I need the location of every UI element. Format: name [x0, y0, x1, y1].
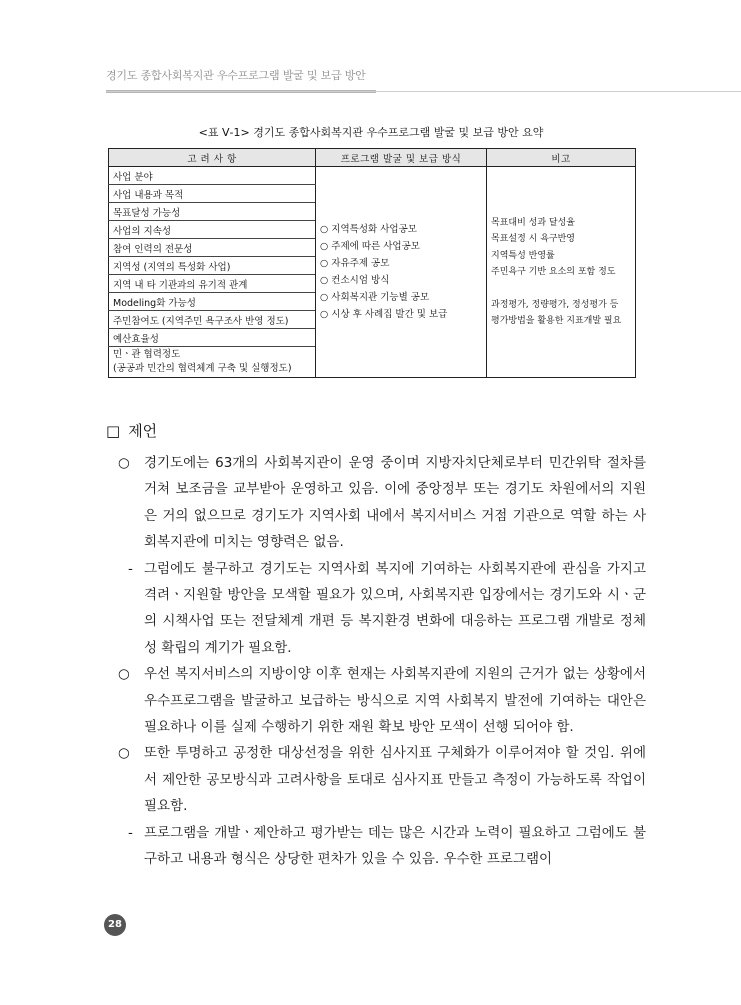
paragraph — [106, 820, 646, 873]
column-header: 비고 — [487, 149, 636, 167]
note-item: 과정평가, 정량평가, 정성평가 등 — [491, 299, 619, 310]
note-item: 평가방법을 활용한 지표개발 필요 — [491, 316, 622, 326]
method-item: ○ 지역특성화 사업공모 — [320, 224, 417, 235]
paragraph — [106, 661, 646, 740]
consideration-cell: 사업의 지속성 — [109, 221, 316, 239]
square-bullet-icon: □ — [106, 422, 121, 440]
paragraph — [106, 556, 646, 662]
consideration-line: (공공과 민간의 협력체계 구축 및 실행정도) — [113, 363, 292, 374]
consideration-cell: 지역 내 타 기관과의 유기적 관계 — [109, 275, 316, 293]
consideration-cell: 예산효율성 — [109, 329, 316, 347]
paragraph-text: 또한 투명하고 공정한 대상선정을 위한 심사지표 구체화가 이루어져야 할 것임. 위에서 제안한 공모방식과 고려사항을 토대로 심사지표 만들고 측정이 가능하도록 작업이 필요함. — [144, 745, 646, 815]
methods-cell — [316, 167, 487, 378]
consideration-cell: Modeling화 가능성 — [109, 293, 316, 311]
header-rule — [106, 91, 741, 92]
consideration-cell — [109, 347, 316, 378]
paragraph-text: 우선 복지서비스의 지방이양 이후 현재는 사회복지관에 지원의 근거가 없는 상황에서 우수프로그램을 발굴하고 보급하는 방식으로 지역 사회복지 발전에 기여하는 대안은 필요하나 이를 실제 수행하기 위한 재원 확보 방안 모색이 선행 되어야 함. — [144, 666, 646, 736]
table-caption: <표 Ⅴ-1> 경기도 종합사회복지관 우수프로그램 발굴 및 보급 방안 요약 — [198, 126, 544, 139]
running-header: 경기도 종합사회복지관 우수프로그램 발굴 및 보급 방안 — [106, 69, 366, 82]
paragraph — [106, 450, 646, 556]
note-item: 목표설정 시 욕구반영 — [491, 234, 575, 244]
table-header-row — [109, 149, 636, 167]
circle-bullet-icon: ○ — [118, 666, 130, 683]
consideration-cell: 사업 분야 — [109, 167, 316, 185]
consideration-line: 민ㆍ관 협력정도 — [113, 349, 181, 360]
method-item: ○ 주제에 따른 사업공모 — [320, 241, 420, 252]
notes-cell — [487, 167, 636, 378]
consideration-cell: 주민참여도 (지역주민 욕구조사 반영 정도) — [109, 311, 316, 329]
consideration-cell: 사업 내용과 목적 — [109, 185, 316, 203]
section-title: 제언 — [128, 422, 158, 440]
paragraph-text: 그럼에도 불구하고 경기도는 지역사회 복지에 기여하는 사회복지관에 관심을 가지고 격려ㆍ지원할 방안을 모색할 필요가 있으며, 사회복지관 입장에서는 경기도와 시ㆍ군의 시책사업 또는 전달체계 개편 등 복지환경 변화에 대응하는 프로그램 개발로 정체성 확립의 계기가 필요함. — [144, 560, 646, 656]
note-item: 목표대비 성과 달성율 — [491, 217, 575, 228]
consideration-cell: 참여 인력의 전문성 — [109, 239, 316, 257]
method-item: ○ 컨소시엄 방식 — [320, 275, 390, 286]
section-heading — [106, 420, 157, 441]
dash-bullet-icon: - — [128, 824, 133, 841]
column-header: 프로그램 발굴 및 보급 방식 — [316, 149, 487, 167]
body-text — [106, 450, 646, 873]
paragraph-text: 경기도에는 63개의 사회복지관이 운영 중이며 지방자치단체로부터 민간위탁 절차를 거쳐 보조금을 교부받아 운영하고 있음. 이에 중앙정부 또는 경기도 차원에서의 지원은 거의 없으므로 경기도가 지역사회 내에서 복지서비스 거점 기관으로 역할 하는 사회복지관에 미치는 영향력은 없음. — [144, 455, 646, 551]
paragraph — [106, 740, 646, 819]
dash-bullet-icon: - — [128, 560, 133, 577]
note-item: 주민욕구 기반 요소의 포함 정도 — [491, 267, 616, 277]
consideration-cell: 지역성 (지역의 특성화 사업) — [109, 257, 316, 275]
note-item: 지역특성 반영률 — [491, 250, 555, 261]
circle-bullet-icon: ○ — [118, 455, 130, 471]
method-item: ○ 자유주제 공모 — [320, 258, 390, 269]
column-header: 고 려 사 항 — [109, 149, 316, 167]
circle-bullet-icon: ○ — [118, 745, 130, 762]
summary-table — [108, 148, 636, 378]
page-number-badge: 28 — [104, 914, 126, 936]
consideration-cell: 목표달성 가능성 — [109, 203, 316, 221]
paragraph-text: 프로그램을 개발ㆍ제안하고 평가받는 데는 많은 시간과 노력이 필요하고 그럼에도 불구하고 내용과 형식은 상당한 편차가 있을 수 있음. 우수한 프로그램이 — [144, 824, 646, 868]
method-item: ○ 시상 후 사례집 발간 및 보급 — [320, 309, 448, 320]
table-row — [109, 167, 636, 185]
method-item: ○ 사회복지관 기능별 공모 — [320, 292, 430, 303]
